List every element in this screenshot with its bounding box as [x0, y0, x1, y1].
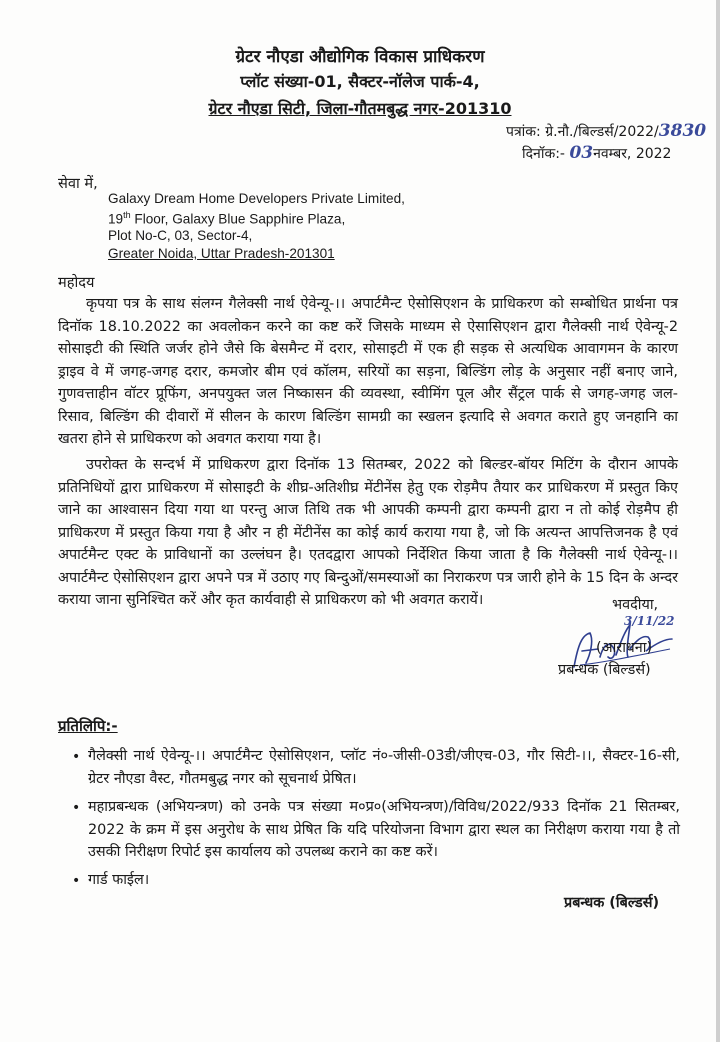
copy-item-1: गैलेक्सी नार्थ ऐवेन्यू-।। अपार्टमैन्ट ऐसोसिएशन, प्लॉट नं०-जीसी-03डी/जीएच-03, गौर सिटी-।।, सैक्टर-16-सी, ग्रेटर नौएडा वैस्ट, गौतमबुद्ध नगर को सूचनार्थ प्रेषित।: [88, 748, 680, 787]
handwritten-signature-date: 3/11/22: [624, 614, 675, 628]
body-paragraph-1: [58, 293, 678, 451]
bullet-icon: •: [72, 800, 81, 816]
reference-number: [506, 121, 706, 141]
floor-suffix: th: [123, 210, 131, 220]
date-label: दिनॉक:-: [522, 146, 565, 162]
greeting: महोदय: [58, 274, 95, 291]
floor-number: 19: [108, 211, 124, 227]
signatory-name: (आराधना): [596, 640, 653, 656]
letter-date: [522, 143, 671, 163]
copy-item-2: महाप्रबन्धक (अभियन्त्रण) को उनके पत्र संख्या म०प्र०(अभियन्त्रण)/विविध/2022/933 दिनॉक 21 सितम्बर, 2022 के क्रम में इस अनुरोध के साथ प्रेषित कि यदि परियोजना विभाग द्वारा स्थल का निरीक्षण कराया गया है तो उसकी निरीक्षण रिपोर्ट इस कार्यालय को उपलब्ध कराने का कष्ट करें।: [88, 799, 680, 860]
closing-bhavdiya: भवदीया,: [612, 597, 659, 613]
copy-to-heading: प्रतिलिपि:-: [58, 717, 118, 735]
bullet-icon: •: [72, 873, 81, 889]
seva-mein: सेवा में,: [58, 175, 98, 192]
letterhead-plot-address: प्लॉट संख्या-01, सैक्टर-नॉलेज पार्क-4,: [240, 72, 480, 91]
handwritten-date-day: 03: [569, 143, 594, 163]
addressee-company: Galaxy Dream Home Developers Private Limited,: [108, 191, 405, 206]
floor-building: Floor, Galaxy Blue Sapphire Plaza,: [130, 211, 346, 227]
date-month-year: नवम्बर, 2022: [593, 146, 672, 162]
copy-item-3: गार्ड फाईल।: [88, 872, 150, 888]
signature-date: [624, 614, 675, 628]
addressee-floor: [108, 210, 345, 227]
reference-label: पत्रांक: ग्रे.नौ./बिल्डर्स/2022/: [506, 124, 659, 140]
page-edge: [716, 0, 720, 1042]
paragraph-2-text: उपरोक्त के सन्दर्भ में प्राधिकरण द्वारा दिनॉक 13 सितम्बर, 2022 को बिल्डर-बॉयर मिटिंग के दौरान आपके प्रतिनिधियों द्वारा प्राधिकरण में सोसाइटी के शीघ्र-अतिशीघ्र मेंटीनेंस हेतु एक रोड़मैप तैयार कर प्राधिकरण में प्रस्तुत किए जाने का आश्वासन दिया गया था परन्तु आज तिथि तक भी आपकी कम्पनी द्वारा कम्पनी द्वारा न तो कोई रोड़मैप ही प्राधिकरण में प्रस्तुत किया गया है और न ही मेंटीनेंस का कोई कार्य कराया गया है, जो कि अत्यन्त आपत्तिजनक है एवं अपार्टमैन्ट एक्ट के प्राविधानों का उल्लंघन है। एतदद्वारा आपको निर्देशित किया जाता है कि गैलेक्सी नार्थ ऐवेन्यू-।। अपार्टमैन्ट ऐसोसिएशन द्वारा अपने पत्र में उठाए गए बिन्दुओं/समस्याओं का निराकरण पत्र जारी होने के 15 दिन के अन्दर कराया जाना सुनिश्चित करें और कृत कार्यवाही से प्राधिकरण को भी अवगत करायें।: [58, 457, 678, 608]
letterhead-authority-name: ग्रेटर नौएडा औद्योगिक विकास प्राधिकरण: [235, 47, 485, 67]
bullet-icon: •: [72, 749, 81, 765]
bottom-designation: प्रबन्धक (बिल्डर्स): [564, 895, 660, 911]
signatory-designation: प्रबन्धक (बिल्डर्स): [558, 662, 651, 678]
paragraph-1-text: कृपया पत्र के साथ संलग्न गैलेक्सी नार्थ ऐवेन्यू-।। अपार्टमैन्ट ऐसोसिएशन के प्राधिकरण को सम्बोधित प्रार्थना पत्र दिनॉक 18.10.2022 का अवलोकन करने का कष्ट करें जिसके माध्यम से ऐसासिएशन द्वारा गैलेक्सी नार्थ ऐवेन्यू-2 सोसाइटी की स्थिति जर्जर होने जैसे कि बेसमैन्ट में दरार, सोसाइटी में एक ही सड़क से अत्यधिक आवागमन के कारण ड्राइव वे में जगह-जगह दरार, कमजोर बीम एवं कॉलम, सरियों का सड़ना, बिल्डिंग लोड़ के अनुसार नहीं बनाए जाने, गुणवत्ताहीन वॉटर प्रूफिंग, अनपयुक्त जल निष्कासन की व्यवस्था, स्वीमिंग पूल और सैंट्रल पार्क से जगह-जगह जल-रिसाव, बिल्डिंग की दीवारों में सीलन के कारण बिल्डिंग सामग्री का स्खलन इत्यादि से अवगत कराते हुए जनहानि का खतरा होने से प्राधिकरण को अवगत कराया गया है।: [58, 296, 678, 447]
handwritten-reference-number: 3830: [658, 121, 707, 141]
letterhead-city-address: ग्रेटर नौएडा सिटी, जिला-गौतमबुद्ध नगर-201310: [208, 99, 512, 118]
addressee-plot: Plot No-C, 03, Sector-4,: [108, 228, 253, 243]
body-paragraph-2: [58, 454, 678, 612]
addressee-city: Greater Noida, Uttar Pradesh-201301: [108, 246, 335, 261]
